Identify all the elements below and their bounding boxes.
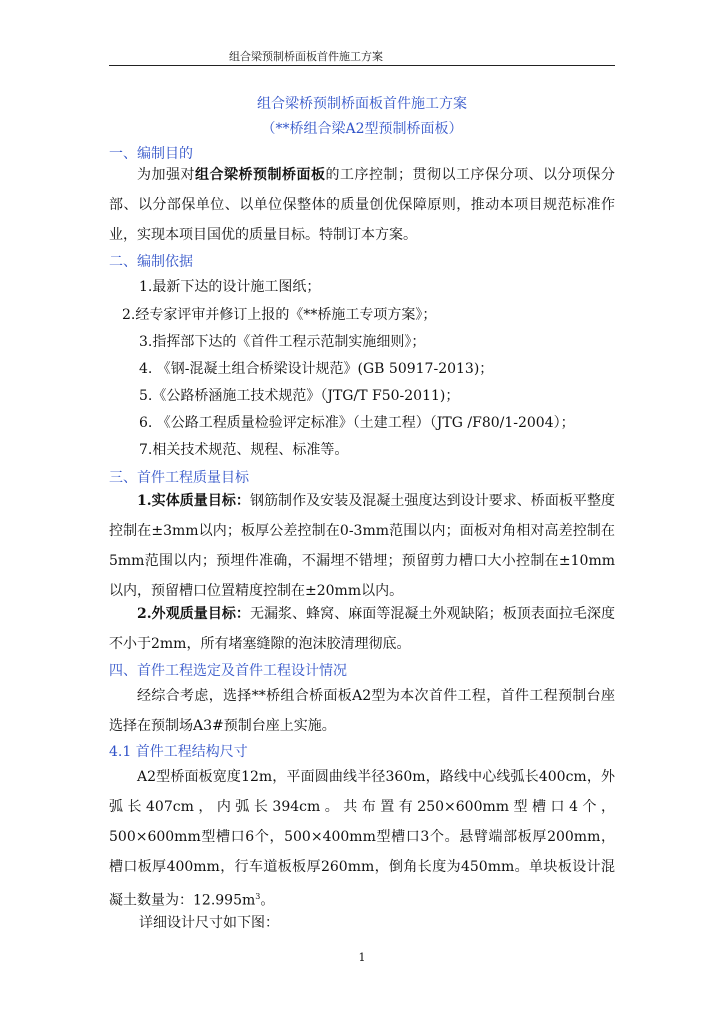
basis-item: 1.最新下达的设计施工图纸；	[139, 279, 321, 295]
detail-figure-intro: 详细设计尺寸如下图：	[139, 915, 279, 931]
section-heading-purpose: 一、编制目的	[109, 146, 193, 162]
section-heading-structure-size: 4.1 首件工程结构尺寸	[109, 744, 248, 760]
appearance-quality-label: 2.外观质量目标：	[137, 606, 250, 622]
section-heading-quality-goals: 三、首件工程质量目标	[109, 470, 249, 486]
cubic-superscript: 3	[255, 892, 261, 901]
paragraph-appearance-quality	[109, 599, 615, 659]
entity-quality-label: 1.实体质量目标：	[137, 493, 250, 509]
basis-item: 4. 《钢-混凝土组合桥梁设计规范》(GB 50917-2013)；	[139, 361, 494, 377]
document-title: 组合梁桥预制桥面板首件施工方案	[257, 96, 467, 112]
paragraph-entity-quality	[109, 486, 615, 606]
basis-item: 3.指挥部下达的《首件工程示范制实施细则》；	[139, 334, 426, 350]
paragraph-purpose	[109, 160, 615, 250]
running-header: 组合梁预制桥面板首件施工方案	[229, 50, 383, 63]
appearance-quality-text: 无漏浆、蜂窝、麻面等混凝土外观缺陷；板顶表面拉毛深度不小于2mm，所有堵塞缝隙的泡沫胶清理彻底。	[109, 606, 615, 652]
structure-size-end: 。	[260, 892, 275, 909]
paragraph-structure-size	[109, 762, 615, 916]
entity-quality-text: 钢筋制作及安装及混凝土强度达到设计要求、桥面板平整度控制在±3mm以内；板厚公差控制在0-3mm范围以内；面板对角相对高差控制在5mm范围以内；预埋件准确，不漏埋不错埋；预留剪力槽口大小控制在±10mm以内，预留槽口位置精度控制在±20mm以内。	[109, 493, 615, 599]
purpose-text-pre: 为加强对	[137, 167, 195, 183]
basis-item: 5.《公路桥涵施工技术规范》（JTG/T F50-2011)；	[139, 388, 460, 404]
structure-size-text: A2型桥面板宽度12m，平面圆曲线半径360m，路线中心线弧长400cm，外弧长407cm，内弧长394cm。共布置有250×600mm型槽口4个，500×600mm型槽口6个，500×400mm型槽口3个。悬臂端部板厚200mm，槽口板厚400mm，行车道板板厚260mm，倒角长度为450mm。单块板设计混凝土数量为：12.995m	[109, 769, 615, 909]
basis-item: 2.经专家评审并修订上报的《**桥施工专项方案》；	[122, 307, 437, 323]
basis-item: 7.相关技术规范、规程、标准等。	[139, 442, 349, 458]
document-subtitle: （**桥组合梁A2型预制桥面板）	[261, 121, 463, 137]
page-number: 1	[358, 951, 366, 964]
purpose-text-bold: 组合梁桥预制桥面板	[195, 167, 326, 183]
paragraph-first-project: 经综合考虑，选择**桥组合桥面板A2型为本次首件工程，首件工程预制台座选择在预制场A3#预制台座上实施。	[109, 688, 615, 734]
basis-item: 6. 《公路工程质量检验评定标准》（土建工程）（JTG /F80/1-2004）；	[139, 415, 575, 431]
section-heading-first-project: 四、首件工程选定及首件工程设计情况	[109, 663, 347, 679]
header-rule	[109, 65, 615, 66]
section-heading-basis: 二、编制依据	[109, 254, 193, 270]
purpose-text-post: 的工序控制；贯彻以工序保分项、以分项保分部、以分部保单位、以单位保整体的质量创优保障原则，推动本项目规范标准作业，实现本项目国优的质量目标。特制订本方案。	[109, 167, 615, 243]
